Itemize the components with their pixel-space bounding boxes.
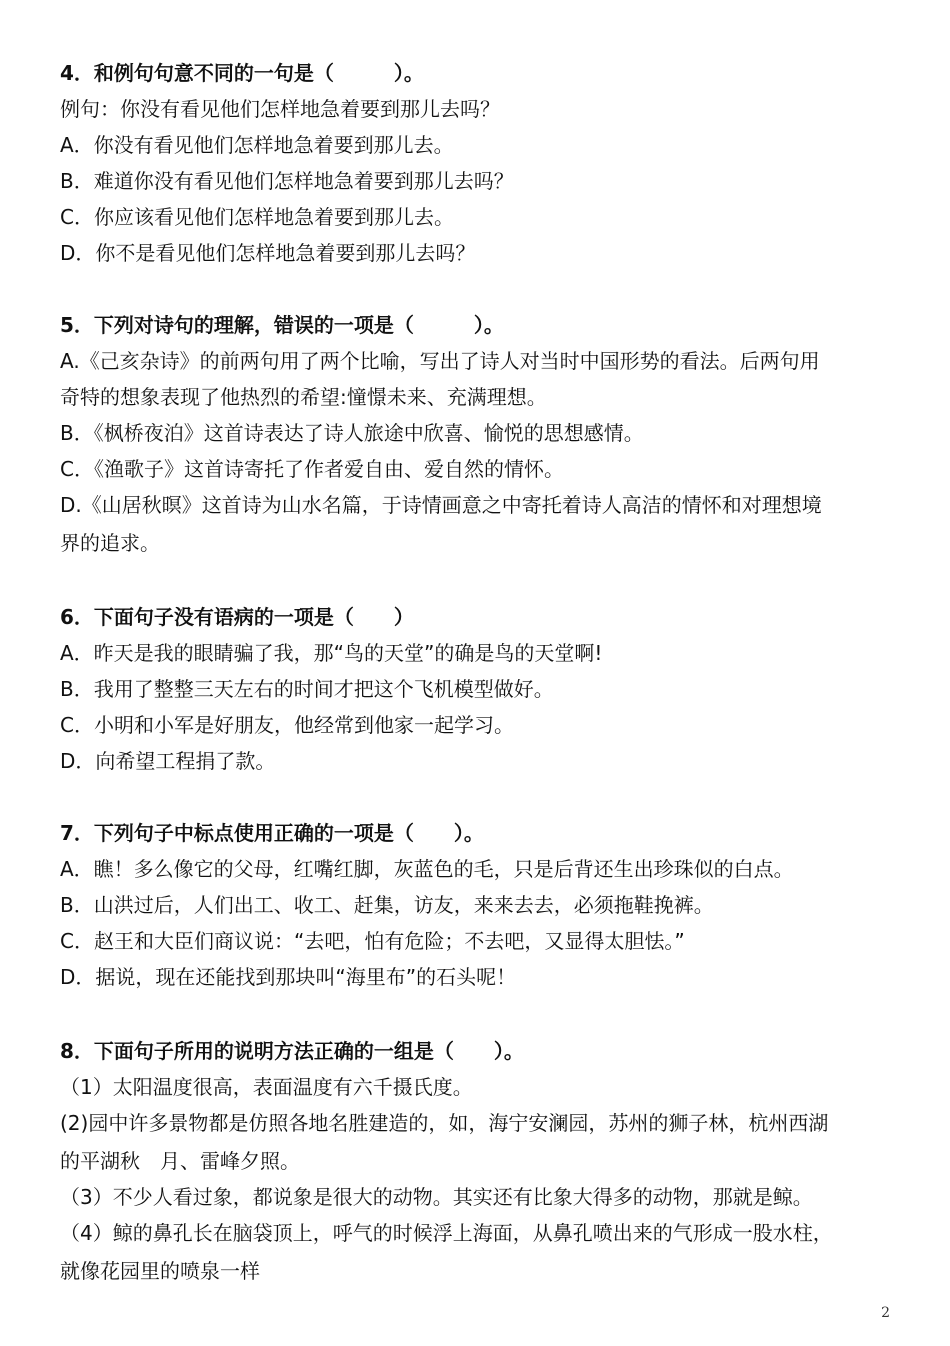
question-4-option-b: B．难道你没有看见他们怎样地急着要到那儿去吗？ <box>60 169 514 193</box>
question-7-option-d: D．据说，现在还能找到那块叫“海里布”的石头呢！ <box>60 965 517 989</box>
question-5-line: C．《渔歌子》这首诗寄托了作者爱自由、爱自然的情怀。 <box>60 457 564 481</box>
question-4-option-a: A．你没有看见他们怎样地急着要到那儿去。 <box>60 133 454 157</box>
question-8-line: (2)园中许多景物都是仿照各地名胜建造的，如，海宁安澜园，苏州的狮子林，杭州西湖 <box>60 1111 829 1135</box>
question-6-title: 6．下面句子没有语病的一项是（ ） <box>60 605 414 629</box>
question-4-title: 4．和例句句意不同的一句是（ ）。 <box>60 61 424 85</box>
question-7-option-b: B．山洪过后，人们出工、收工、赶集，访友，来来去去，必须拖鞋挽裤。 <box>60 893 714 917</box>
question-6-option-c: C．小明和小军是好朋友，他经常到他家一起学习。 <box>60 713 514 737</box>
question-4-option-d: D．你不是看见他们怎样地急着要到那儿去吗？ <box>60 241 476 265</box>
question-7-option-c: C．赵王和大臣们商议说：“去吧，怕有危险；不去吧，又显得太胆怯。” <box>60 929 685 953</box>
question-6-option-b: B．我用了整整三天左右的时间才把这个飞机模型做好。 <box>60 677 554 701</box>
page-number: 2 <box>881 1305 890 1321</box>
question-5-line: B．《枫桥夜泊》这首诗表达了诗人旅途中欣喜、愉悦的思想感情。 <box>60 421 644 445</box>
question-5-line: D.《山居秋暝》这首诗为山水名篇，于诗情画意之中寄托着诗人高洁的情怀和对理想境 <box>60 493 822 517</box>
question-8-title: 8．下面句子所用的说明方法正确的一组是（ ）。 <box>60 1039 524 1063</box>
question-8-line: 的平湖秋 月、雷峰夕照。 <box>60 1149 300 1173</box>
question-4-example: 例句：你没有看见他们怎样地急着要到那儿去吗？ <box>60 97 500 121</box>
question-5-line: A.《己亥杂诗》的前两句用了两个比喻，写出了诗人对当时中国形势的看法。后两句用 <box>60 349 820 373</box>
question-6-option-a: A．昨天是我的眼睛骗了我，那“鸟的天堂”的确是鸟的天堂啊! <box>60 641 603 665</box>
question-7-option-a: A．瞧！多么像它的父母，红嘴红脚，灰蓝色的毛，只是后背还生出珍珠似的白点。 <box>60 857 794 881</box>
question-8-line: （4）鲸的鼻孔长在脑袋顶上，呼气的时候浮上海面，从鼻孔喷出来的气形成一股水柱， <box>60 1221 833 1245</box>
question-6-option-d: D．向希望工程捐了款。 <box>60 749 276 773</box>
question-8-line: （3）不少人看过象，都说象是很大的动物。其实还有比象大得多的动物，那就是鲸。 <box>60 1185 813 1209</box>
question-8-line: 就像花园里的喷泉一样 <box>60 1259 260 1283</box>
question-8-line: （1）太阳温度很高，表面温度有六千摄氏度。 <box>60 1075 473 1099</box>
question-5-title: 5．下列对诗句的理解，错误的一项是（ ）。 <box>60 313 504 337</box>
question-5-line: 奇特的想象表现了他热烈的希望:憧憬未来、充满理想。 <box>60 385 547 409</box>
question-5-line: 界的追求。 <box>60 531 160 555</box>
question-4-option-c: C．你应该看见他们怎样地急着要到那儿去。 <box>60 205 454 229</box>
question-7-title: 7．下列句子中标点使用正确的一项是（ ）。 <box>60 821 484 845</box>
